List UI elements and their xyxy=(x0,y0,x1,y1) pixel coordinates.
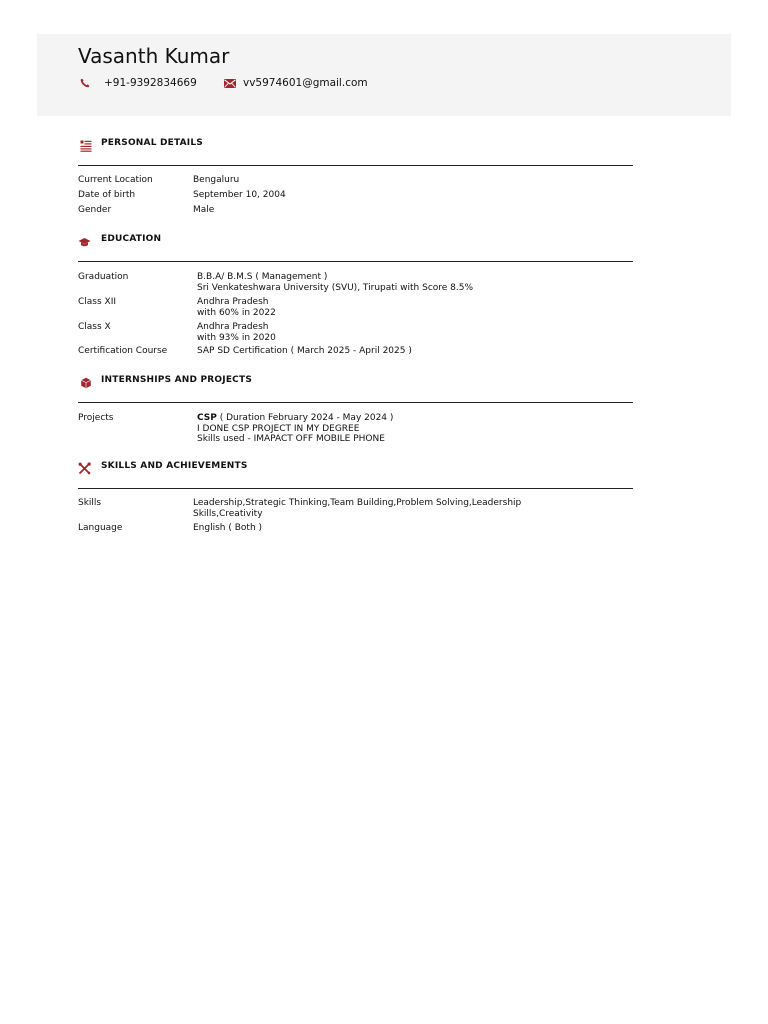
institution: Sri Venkateshwara University (SVU), Tirupati with Score 8.5% xyxy=(197,282,474,293)
email-contact xyxy=(224,76,368,90)
phone-icon xyxy=(80,78,90,88)
tools-icon xyxy=(78,460,92,474)
detail-label: Date of birth xyxy=(78,190,136,200)
detail-label: Class X xyxy=(78,322,111,332)
section-title: PERSONAL DETAILS xyxy=(101,138,203,148)
project-title-line xyxy=(197,413,393,424)
board: Andhra Pradesh xyxy=(197,297,269,307)
skills-list-cont: Skills,Creativity xyxy=(193,508,263,519)
list-icon xyxy=(78,137,92,151)
envelope-icon xyxy=(224,79,236,88)
score: with 60% in 2022 xyxy=(197,307,276,318)
project-description: I DONE CSP PROJECT IN MY DEGREE xyxy=(197,423,360,434)
detail-label: Current Location xyxy=(78,175,153,185)
cube-icon xyxy=(78,374,92,388)
score: with 93% in 2020 xyxy=(197,332,276,343)
detail-value: Bengaluru xyxy=(193,175,240,185)
section-title: SKILLS AND ACHIEVEMENTS xyxy=(101,461,248,471)
section-skills-achievements xyxy=(78,460,633,489)
candidate-name: Vasanth Kumar xyxy=(78,44,230,68)
certification: SAP SD Certification ( March 2025 - April 2025 ) xyxy=(197,346,412,356)
detail-label: Graduation xyxy=(78,272,129,282)
skills-list: Leadership,Strategic Thinking,Team Building,Problem Solving,Leadership xyxy=(193,498,522,508)
detail-label: Class XII xyxy=(78,297,117,307)
detail-label: Projects xyxy=(78,413,114,423)
section-internships-projects xyxy=(78,374,633,403)
email-address[interactable]: vv5974601@gmail.com xyxy=(243,77,368,89)
detail-value: September 10, 2004 xyxy=(193,190,286,200)
board: Andhra Pradesh xyxy=(197,322,269,332)
section-personal-details xyxy=(78,137,633,166)
project-details xyxy=(197,413,393,445)
resume-header xyxy=(37,34,731,116)
detail-label: Gender xyxy=(78,205,112,215)
phone-number[interactable]: +91-9392834669 xyxy=(104,77,197,89)
detail-value xyxy=(197,346,412,357)
detail-value xyxy=(197,272,473,293)
language-value: English ( Both ) xyxy=(193,523,263,533)
detail-label: Skills xyxy=(78,498,102,508)
phone-contact xyxy=(80,76,197,90)
degree-name: B.B.A/ B.M.S ( Management ) xyxy=(197,272,328,282)
project-name: CSP xyxy=(197,413,217,423)
detail-value xyxy=(193,498,521,519)
detail-value xyxy=(197,297,276,318)
section-title: EDUCATION xyxy=(101,234,162,244)
detail-value xyxy=(197,322,276,343)
detail-value xyxy=(193,523,262,534)
detail-label: Certification Course xyxy=(78,346,168,356)
detail-label: Language xyxy=(78,523,123,533)
project-skills: Skills used - IMAPACT OFF MOBILE PHONE xyxy=(197,434,385,444)
detail-value: Male xyxy=(193,205,215,215)
graduation-cap-icon xyxy=(78,233,92,247)
section-education xyxy=(78,233,633,262)
project-duration: ( Duration February 2024 - May 2024 ) xyxy=(216,413,394,423)
section-title: INTERNSHIPS AND PROJECTS xyxy=(101,375,253,385)
